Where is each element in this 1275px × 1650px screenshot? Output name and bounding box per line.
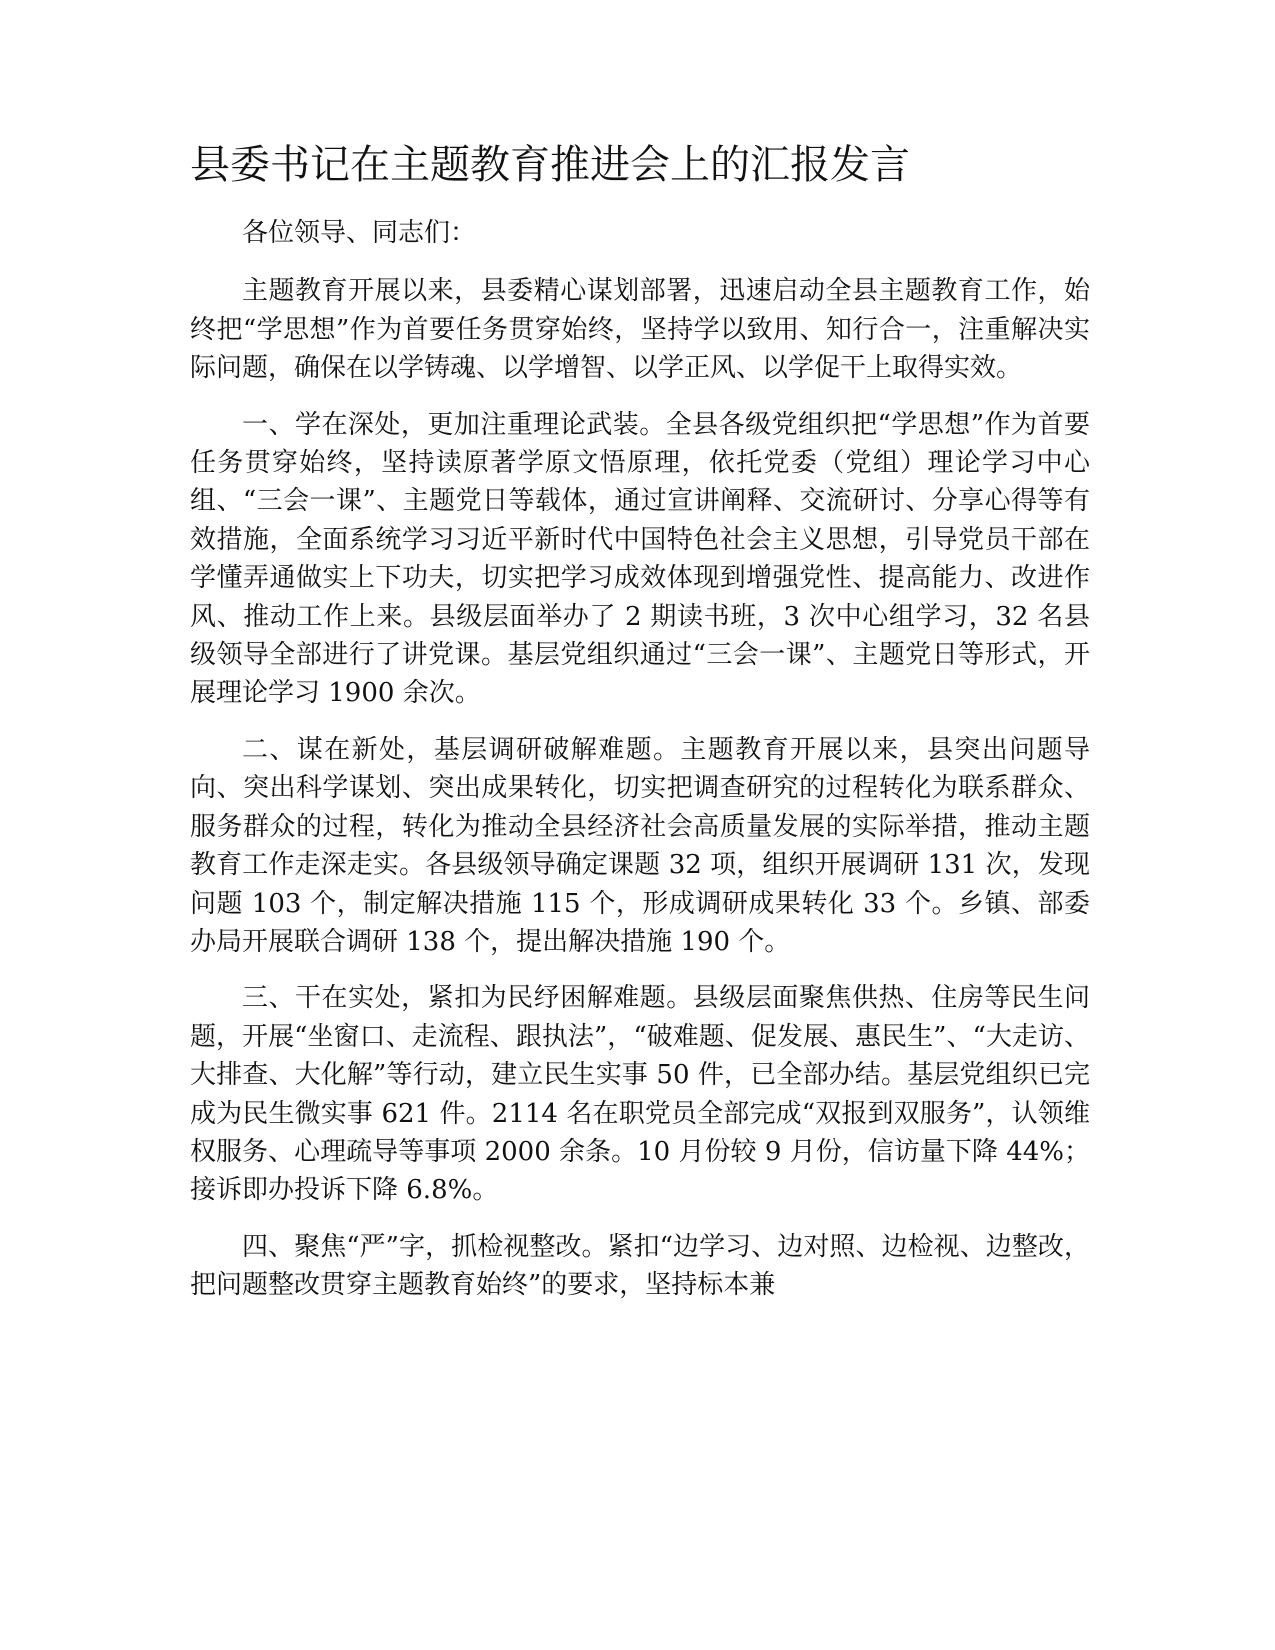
paragraph-section-4: 四、聚焦“严”字，抓检视整改。紧扣“边学习、边对照、边检视、边整改，把问题整改贯穿主题教育始终”的要求，坚持标本兼 — [190, 1231, 1090, 1301]
paragraph-intro: 主题教育开展以来，县委精心谋划部署，迅速启动全县主题教育工作，始终把“学思想”作为首要任务贯穿始终，坚持学以致用、知行合一，注重解决实际问题，确保在以学铸魂、以学增智、以学正风、以学促干上取得实效。 — [190, 276, 1090, 384]
document-page — [190, 140, 1090, 1323]
paragraph-section-1: 一、学在深处，更加注重理论武装。全县各级党组织把“学思想”作为首要任务贯穿始终，坚持读原著学原文悟原理，依托党委（党组）理论学习中心组、“三会一课”、主题党日等载体，通过宣讲阐释、交流研讨、分享心得等有效措施，全面系统学习习近平新时代中国特色社会主义思想，引导党员干部在学懂弄通做实上下功夫，切实把学习成效体现到增强党性、提高能力、改进作风、推动工作上来。县级层面举办了 2 期读书班，3 次中心组学习，32 名县级领导全部进行了讲党课。基层党组织通过“三会一课”、主题党日等形式，开展理论学习 1900 余次。 — [190, 409, 1090, 709]
salutation: 各位领导、同志们： — [242, 218, 477, 248]
document-title: 县委书记在主题教育推进会上的汇报发言 — [190, 142, 910, 188]
paragraph-section-3: 三、干在实处，紧扣为民纾困解难题。县级层面聚焦供热、住房等民生问题，开展“坐窗口、走流程、跟执法”，“破难题、促发展、惠民生”、“大走访、大排查、大化解”等行动，建立民生实事 50 件，已全部办结。基层党组织已完成为民生微实事 621 件。2114 名在职党员全部完成“双报到双服务”，认领维权服务、心理疏导等事项 2000 余条。10 月份较 9 月份，信访量下降 44%；接诉即办投诉下降 6.8%。 — [190, 983, 1090, 1206]
paragraph-section-2: 二、谋在新处，基层调研破解难题。主题教育开展以来，县突出问题导向、突出科学谋划、突出成果转化，切实把调查研究的过程转化为联系群众、服务群众的过程，转化为推动全县经济社会高质量发展的实际举措，推动主题教育工作走深走实。各县级领导确定课题 32 项，组织开展调研 131 次，发现问题 103 个，制定解决措施 115 个，形成调研成果转化 33 个。乡镇、部委办局开展联合调研 138 个，提出解决措施 190 个。 — [190, 734, 1090, 957]
